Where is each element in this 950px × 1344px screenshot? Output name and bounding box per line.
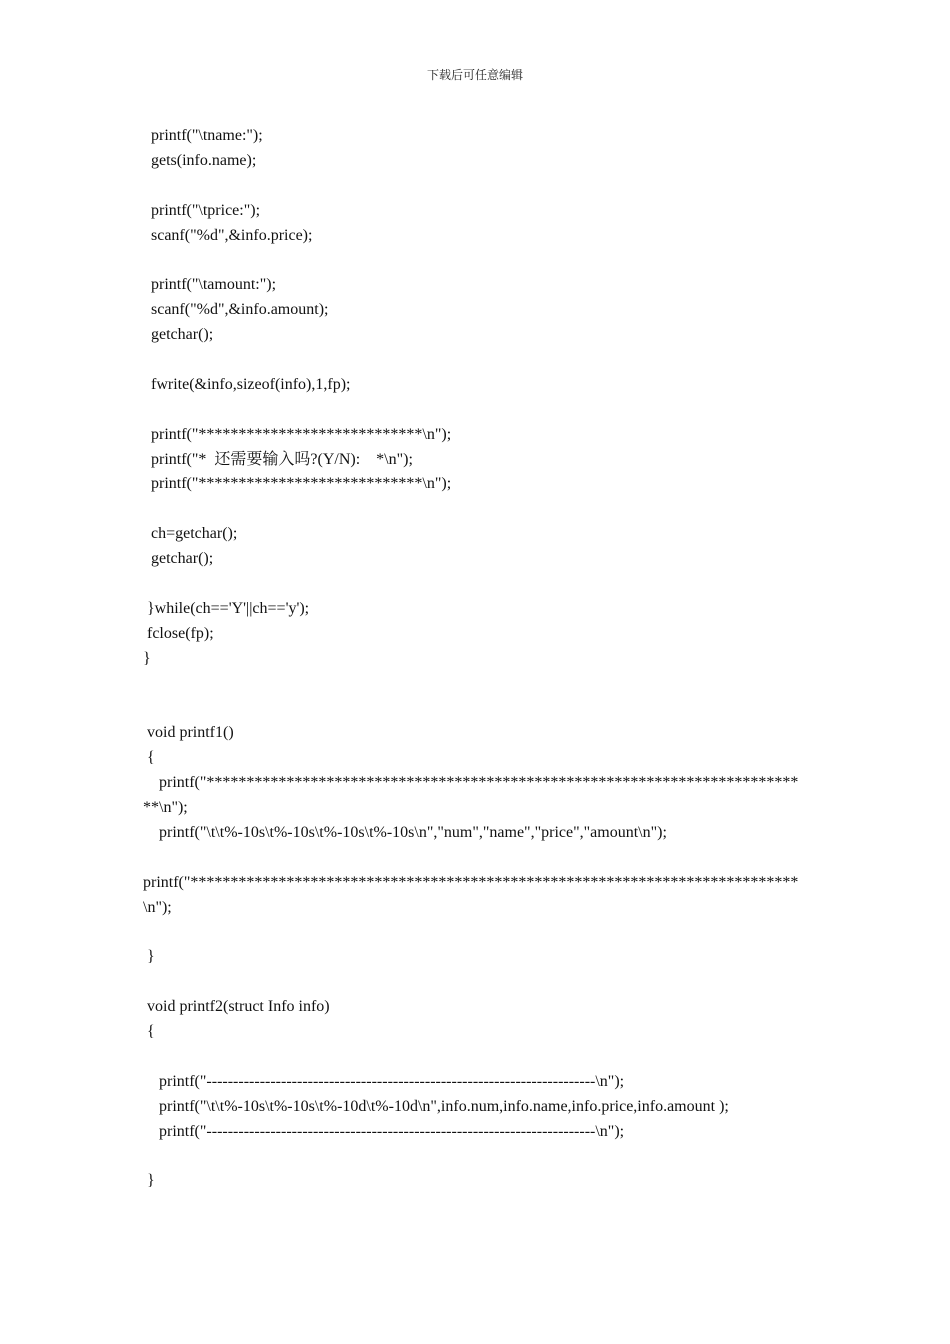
code-line: } [143, 1172, 155, 1190]
code-line: void printf2(struct Info info) [143, 998, 330, 1016]
code-line: printf("-------------------------------------------------------------------------\n"); [143, 1072, 625, 1090]
code-line: fwrite(&info,sizeof(info),1,fp); [143, 375, 351, 393]
code-line: printf("\tname:"); [143, 127, 263, 144]
code-line: printf("* 还需要输入吗?(Y/N): *\n"); [143, 450, 413, 468]
code-line [143, 497, 823, 522]
code-line: gets(info.name); [143, 151, 257, 169]
code-line [143, 921, 823, 946]
code-line [143, 846, 823, 871]
code-line: void printf1() [143, 724, 234, 742]
code-line: **\n"); [143, 799, 188, 817]
page-header: 下载后可任意编辑 [426, 68, 523, 82]
code-line: }while(ch=='Y'||ch=='y'); [143, 599, 310, 617]
code-line: printf("\tamount:"); [143, 276, 277, 294]
code-line [143, 398, 823, 423]
code-line [143, 1145, 823, 1170]
code-line: fclose(fp); [143, 624, 214, 642]
code-line: scanf("%d",&info.price); [143, 226, 313, 244]
code-line: getchar(); [143, 326, 214, 344]
code-line: printf("-------------------------------------------------------------------------\n"); [143, 1122, 625, 1140]
code-line [143, 572, 823, 597]
code-line [143, 970, 823, 995]
code-line: ch=getchar(); [143, 525, 238, 543]
code-line: printf("\t\t%-10s\t%-10s\t%-10s\t%-10s\n","num","name","price","amount\n"); [143, 823, 667, 841]
code-line: } [143, 948, 155, 966]
code-line [143, 1045, 823, 1070]
code-line [143, 174, 823, 199]
code-block [143, 124, 823, 1194]
code-line [143, 672, 823, 697]
code-line: { [143, 1023, 155, 1041]
code-line [143, 348, 823, 373]
code-line [143, 696, 823, 721]
code-line: scanf("%d",&info.amount); [143, 301, 329, 319]
code-line: printf("\tprice:"); [143, 201, 261, 219]
code-line: printf("************************************************************************** [143, 774, 799, 792]
code-line: printf("\t\t%-10s\t%-10s\t%-10d\t%-10d\n",info.num,info.name,info.price,info.amount ); [143, 1097, 729, 1115]
code-line: } [143, 649, 151, 667]
code-line: getchar(); [143, 550, 214, 568]
code-line: printf("**************************************************************************** [143, 873, 799, 891]
code-line: printf("****************************\n"); [143, 425, 452, 443]
code-line [143, 248, 823, 273]
code-line: { [143, 749, 155, 767]
code-line: \n"); [143, 898, 172, 916]
code-line: printf("****************************\n"); [143, 475, 452, 493]
